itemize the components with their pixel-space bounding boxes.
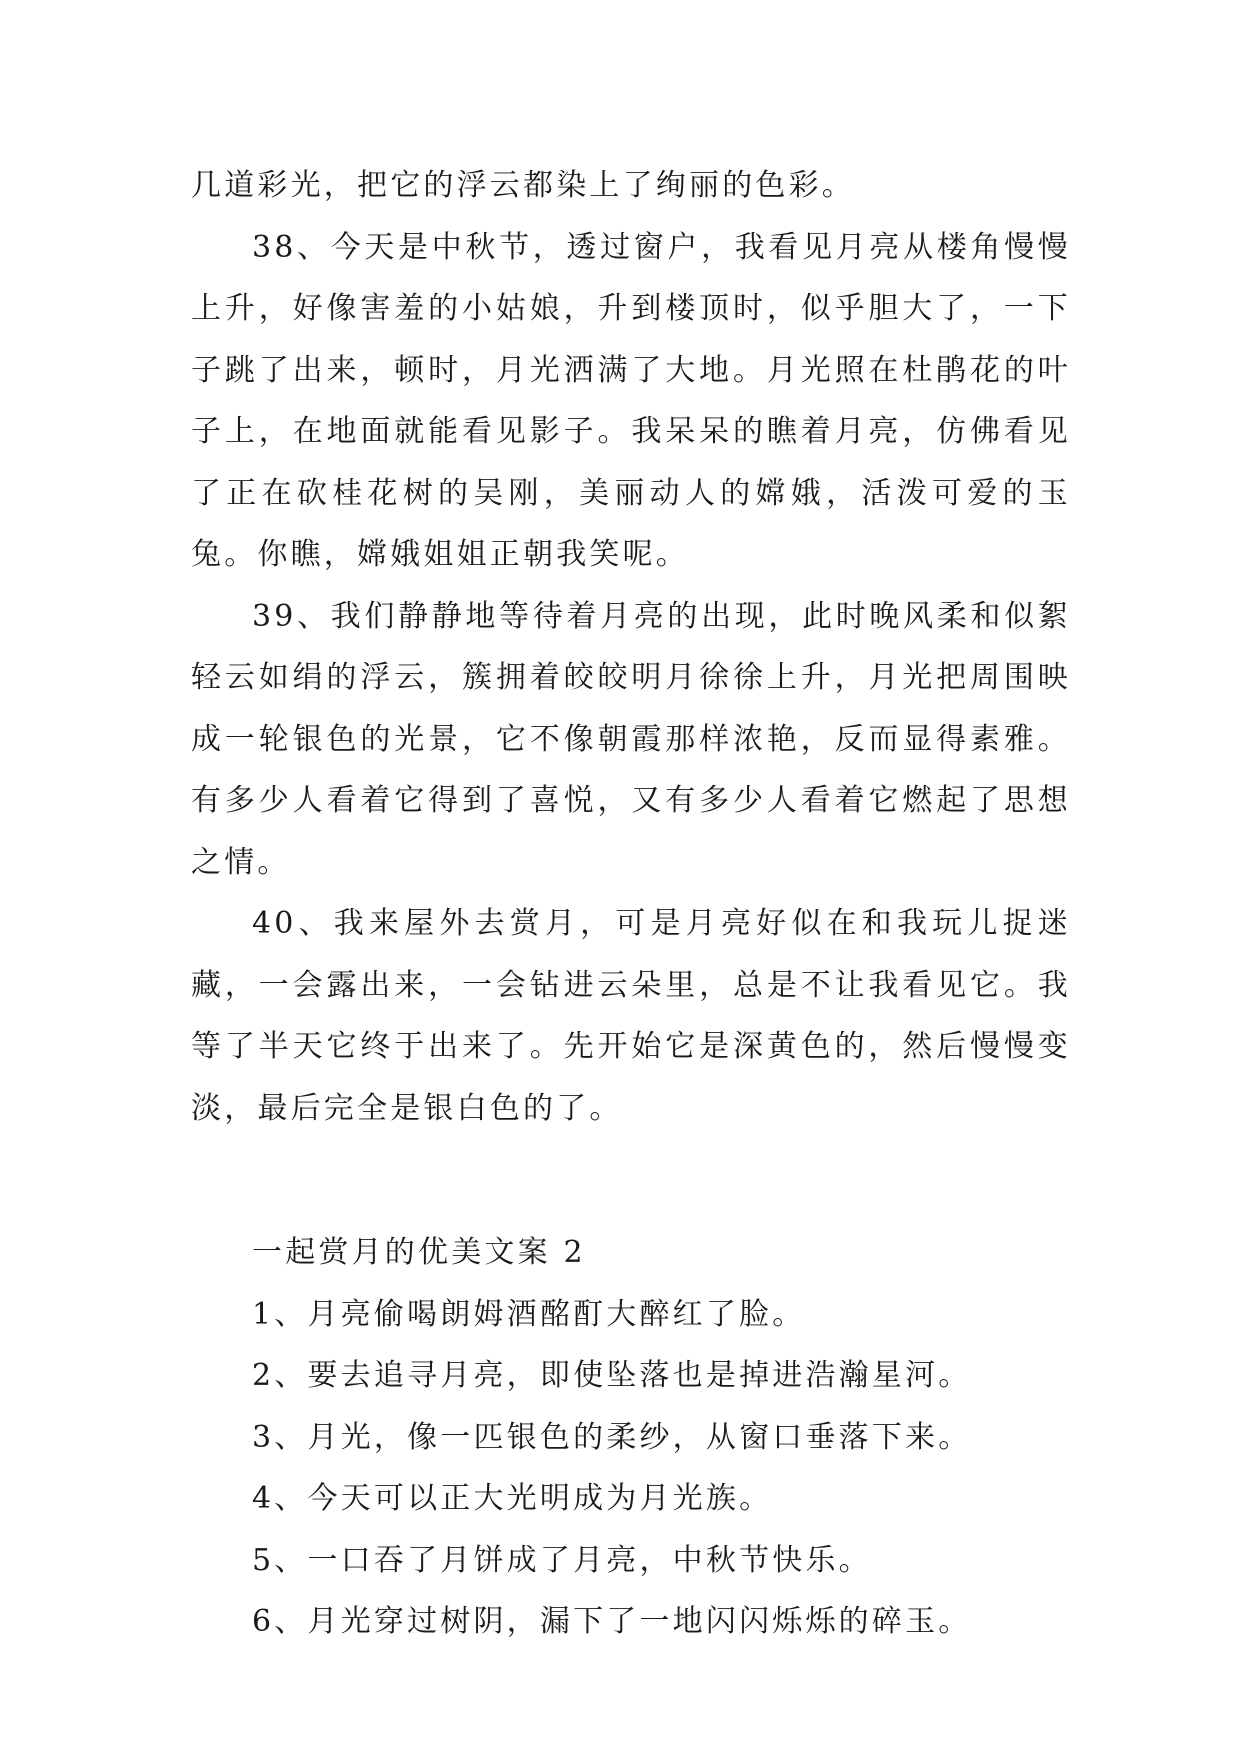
paragraph-39: 39、我们静静地等待着月亮的出现，此时晚风柔和似絮轻云如绢的浮云，簇拥着皎皎明月徐徐上升，月光把周围映成一轮银色的光景，它不像朝霞那样浓艳，反而显得素雅。有多少人看着它得到了喜悦，又有多少人看着它燃起了思想之情。 (191, 598, 1071, 880)
list-item-5: 5、一口吞了月饼成了月亮，中秋节快乐。 (252, 1542, 872, 1578)
list-item-2: 2、要去追寻月亮，即使坠落也是掉进浩瀚星河。 (252, 1358, 972, 1393)
paragraph-38: 38、今天是中秋节，透过窗户，我看见月亮从楼角慢慢上升，好像害羞的小姑娘，升到楼顶时，似乎胆大了，一下子跳了出来，顿时，月光洒满了大地。月光照在杜鹃花的叶子上，在地面就能看见影子。我呆呆的瞧着月亮，仿佛看见了正在砍桂花树的吴刚，美丽动人的嫦娥，活泼可爱的玉兔。你瞧，嫦娥姐姐正朝我笑呢。 (191, 229, 1071, 572)
list-item-4: 4、今天可以正大光明成为月光族。 (252, 1481, 773, 1516)
list-item-3: 3、月光，像一匹银色的柔纱，从窗口垂落下来。 (252, 1419, 972, 1455)
section-spacer (191, 1139, 1071, 1222)
paragraph-continuation: 几道彩光，把它的浮云都染上了绚丽的色彩。 (191, 168, 855, 203)
document-body (191, 155, 1071, 1653)
paragraph-40: 40、我来屋外去赏月，可是月亮好似在和我玩儿捉迷藏，一会露出来，一会钻进云朵里，总是不让我看见它。我等了半天它终于出来了。先开始它是深黄色的，然后慢慢变淡，最后完全是银白色的了。 (191, 906, 1071, 1126)
list-item-1: 1、月亮偷喝朗姆酒酩酊大醉红了脸。 (252, 1296, 806, 1332)
list-item-6: 6、月光穿过树阴，漏下了一地闪闪烁烁的碎玉。 (252, 1604, 972, 1639)
section-heading: 一起赏月的优美文案 2 (252, 1235, 586, 1270)
